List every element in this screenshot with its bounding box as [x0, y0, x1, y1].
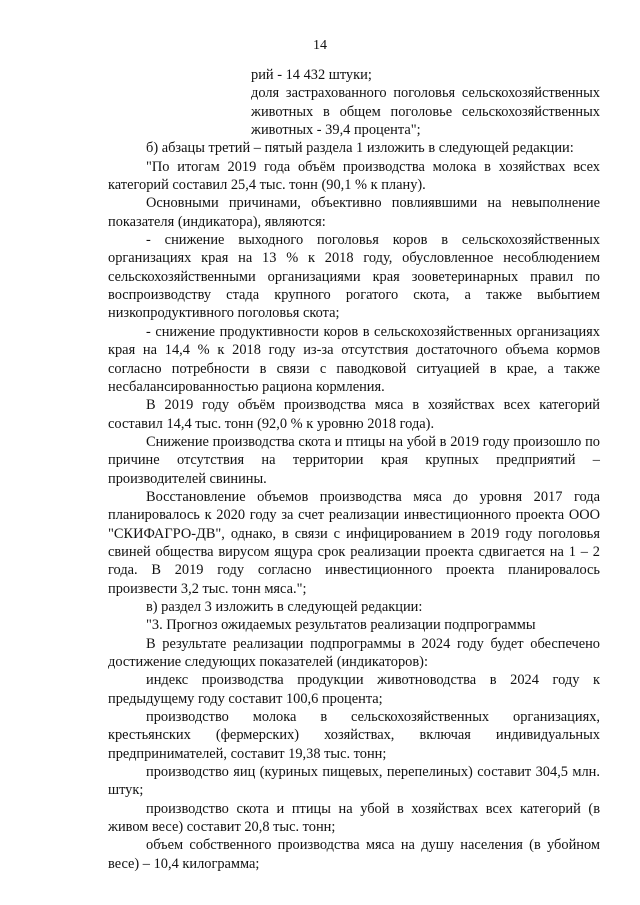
paragraph: в) раздел 3 изложить в следующей редакции:: [146, 598, 423, 615]
paragraph: Снижение производства скота и птицы на убой в 2019 году произошло по причине отсутствия на территории края крупных предприятий – производителей свинины.: [108, 433, 600, 487]
paragraph: индекс производства продукции животноводства в 2024 году к предыдущему году составит 100,6 процента;: [108, 672, 600, 707]
paragraph: - снижение выходного поголовья коров в сельскохозяйственных организациях края на 13 % к 2018 году, обусловленное несоблюдением сельскохозяйственными организациями края зооветеринарных правил по воспроизводству стада крупного рогатого скота, а также выбытием низкопродуктивного поголовья скота;: [108, 232, 600, 322]
paragraph: "По итогам 2019 года объём производства молока в хозяйствах всех категорий составил 25,4 тыс. тонн (90,1 % к плану).: [108, 158, 600, 194]
paragraph: доля застрахованного поголовья сельскохозяйственных животных в общем поголовье сельскохозяйственных животных - 39,4 процента";: [251, 85, 600, 139]
paragraph: В результате реализации подпрограммы в 2024 году будет обеспечено достижение следующих показателей (индикаторов):: [108, 635, 600, 670]
paragraph: б) абзацы третий – пятый раздела 1 изложить в следующей редакции:: [146, 140, 574, 157]
document-body: [108, 66, 600, 873]
paragraph: производство скота и птицы на убой в хозяйствах всех категорий (в живом весе) составит 20,8 тыс. тонн;: [108, 800, 600, 836]
paragraph: рий - 14 432 штуки;: [251, 67, 372, 83]
paragraph: Восстановление объемов производства мяса до уровня 2017 года планировалось к 2020 году за счет реализации инвестиционного проекта ООО "СКИФАГРО-ДВ", однако, в связи с инфицированием в 2019 году поголовья свиней общества вирусом ящура срок реализации проекта сдвигается на 1 – 2 года. В 2019 году согласно инвестиционного проекта планировалось произвести 3,2 тыс. тонн мяса.";: [108, 488, 600, 597]
paragraph: В 2019 году объём производства мяса в хозяйствах всех категорий составил 14,4 тыс. тонн (92,0 % к уровню 2018 года).: [108, 397, 600, 432]
paragraph: производство молока в сельскохозяйственных организациях, крестьянских (фермерских) хозяйствах, включая индивидуальных предпринимателей, составит 19,38 тыс. тонн;: [108, 709, 600, 762]
paragraph: - снижение продуктивности коров в сельскохозяйственных организациях края на 14,4 % к 2018 году из-за отсутствия достаточного объема кормов согласно потребности в связи с паводковой ситуацией в крае, а также несбалансированностью рациона кормления.: [108, 323, 600, 395]
paragraph: объем собственного производства мяса на душу населения (в убойном весе) – 10,4 килограмма;: [108, 837, 600, 872]
paragraph: производство яиц (куриных пищевых, перепелиных) составит 304,5 млн. штук;: [108, 764, 600, 799]
section-heading: "3. Прогноз ожидаемых результатов реализации подпрограммы: [146, 617, 536, 634]
page-number: 14: [313, 38, 327, 53]
paragraph: Основными причинами, объективно повлиявшими на невыполнение показателя (индикатора), являются:: [108, 195, 600, 230]
